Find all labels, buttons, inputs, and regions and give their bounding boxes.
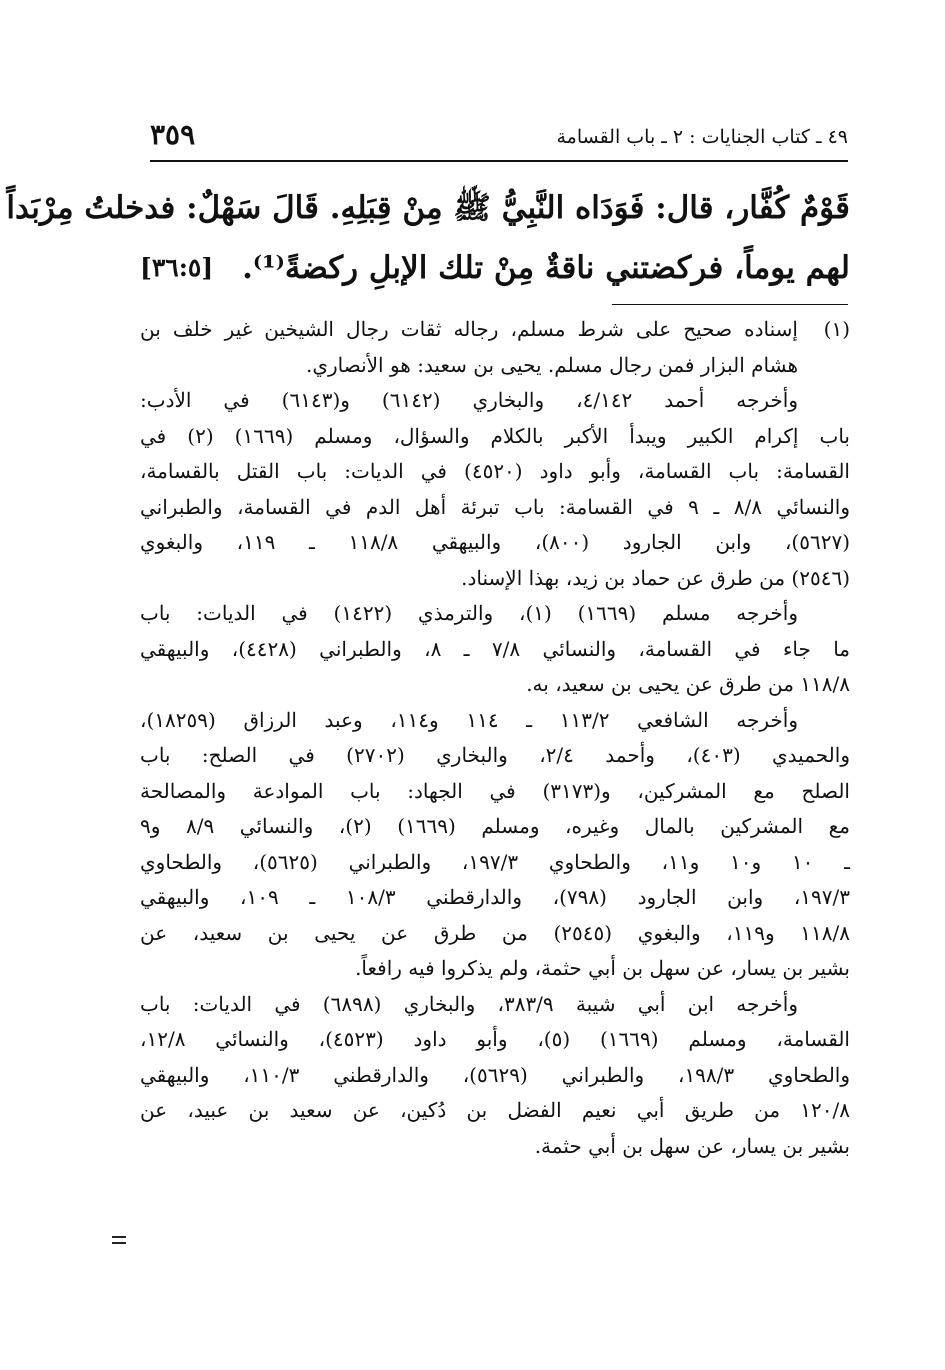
footnote-paragraph <box>140 703 850 987</box>
footnote-paragraph <box>140 312 850 383</box>
footnote-marker: (١) <box>823 317 850 341</box>
running-header <box>150 118 848 158</box>
chapter-title: ٤٩ ـ كتاب الجنايات : ٢ ـ باب القسامة <box>556 126 848 148</box>
footnote-line: القسامة، ومسلم (١٦٦٩) (٥)، وأبو داود (٤٥٢٣)، والنسائي ١٢/٨، <box>140 1027 850 1051</box>
footnote-line: بشير بن يسار، عن سهل بن أبي حثمة، ولم يذكروا فيه رافعاً. <box>355 956 850 980</box>
footnote-line: هشام البزار فمن رجال مسلم. يحيى بن سعيد: هو الأنصاري. <box>305 352 798 377</box>
footnote-line: ـ ١٠ و١٠ و١١، والطحاوي ١٩٧/٣، والطبراني (٥٦٢٥)، والطحاوي <box>140 849 851 874</box>
footnote-line: باب إكرام الكبير ويبدأ الأكبر بالكلام والسؤال، ومسلم (١٦٦٩) (٢) في <box>140 423 850 448</box>
footnote-line: والحميدي (٤٠٣)، وأحمد ٢/٤، والبخاري (٢٧٠٢) في الصلح: باب <box>140 743 850 767</box>
hadith-reference: [٣٦:٥] <box>140 253 214 282</box>
footnote-paragraph <box>140 383 850 596</box>
hadith-line-last <box>140 238 850 298</box>
footnote-line: القسامة: باب القسامة، وأبو داود (٤٥٢٠) في الديات: باب القتل بالقسامة، <box>140 459 850 483</box>
footnote-line: وأخرجه ابن أبي شيبة ٣٨٣/٩، والبخاري (٦٨٩٨) في الديات: باب <box>140 991 798 1016</box>
hadith-line-text: لهم يوماً، فركضتني ناقةٌ مِنْ تلك الإبلِ ركضةً⁽¹⁾. <box>242 250 850 286</box>
footnote-line: ١٢٠/٨ من طريق أبي نعيم الفضل بن دُكين، عن سعيد بن عبيد، عن <box>140 1098 850 1122</box>
header-rule <box>150 160 848 162</box>
footnote-line: بشير بن يسار، عن سهل بن أبي حثمة. <box>534 1133 850 1158</box>
hadith-text <box>6 178 850 298</box>
footnote-line: ١١٨/٨ من طرق عن يحيى بن سعيد، به. <box>526 672 850 696</box>
footnote-line: (٢٥٤٦) من طرق عن حماد بن زيد، بهذا الإسناد. <box>461 565 850 590</box>
footnote-line: مع المشركين بالمال وغيره، ومسلم (١٦٦٩) (٢)، والنسائي ٨/٩ و٩ <box>140 814 850 838</box>
footnote-paragraph <box>140 987 850 1165</box>
footnote-line: والنسائي ٨/٨ ـ ٩ في القسامة: باب تبرئة أهل الدم في القسامة، والطبراني <box>140 494 851 519</box>
footnote-line: ١١٨/٨ و١١٩، والبغوي (٢٥٤٥) من طرق عن يحيى بن سعيد، عن <box>140 920 851 945</box>
footnote-line: وأخرجه الشافعي ١١٣/٢ ـ ١١٤ و١١٤، وعبد الرزاق (١٨٢٥٩)، <box>140 707 799 732</box>
footnote-line: إسناده صحيح على شرط مسلم، رجاله ثقات رجال الشيخين غير خلف بن <box>140 317 798 341</box>
hadith-line: قَوْمٌ كُفَّار، قال: فَوَدَاه النَّبِيُّ ﷺ مِنْ قِبَلِهِ. قَالَ سَهْلٌ: فدخلتُ مِرْبَداً <box>6 190 850 226</box>
footnote-line: (٥٦٢٧)، وابن الجارود (٨٠٠)، والبيهقي ١١٨/٨ ـ ١١٩، والبغوي <box>140 530 851 554</box>
page-number: ٣٥٩ <box>150 118 196 151</box>
footnote-line: وأخرجه أحمد ٤/١٤٢، والبخاري (٦١٤٢) و(٦١٤٣) في الأدب: <box>140 388 798 412</box>
footnotes <box>140 312 850 1164</box>
footnote-line: والطحاوي ١٩٨/٣، والطبراني (٥٦٢٩)، والدارقطني ١١٠/٣، والبيهقي <box>140 1062 851 1087</box>
footnote-line: ما جاء في القسامة، والنسائي ٧/٨ ـ ٨، والطبراني (٤٤٢٨)، والبيهقي <box>140 636 851 661</box>
footnote-paragraph <box>140 596 850 703</box>
footnote-line: ١٩٧/٣، وابن الجارود (٧٩٨)، والدارقطني ١٠٨/٣ ـ ١٠٩، والبيهقي <box>140 885 850 909</box>
footnote-separator <box>612 304 848 305</box>
footnote-line: الصلح مع المشركين، و(٣١٧٣) في الجهاد: باب الموادعة والمصالحة <box>140 778 850 803</box>
footnote-line: وأخرجه مسلم (١٦٦٩) (١)، والترمذي (١٤٢٢) في الديات: باب <box>140 601 799 625</box>
continuation-mark <box>112 1236 126 1244</box>
